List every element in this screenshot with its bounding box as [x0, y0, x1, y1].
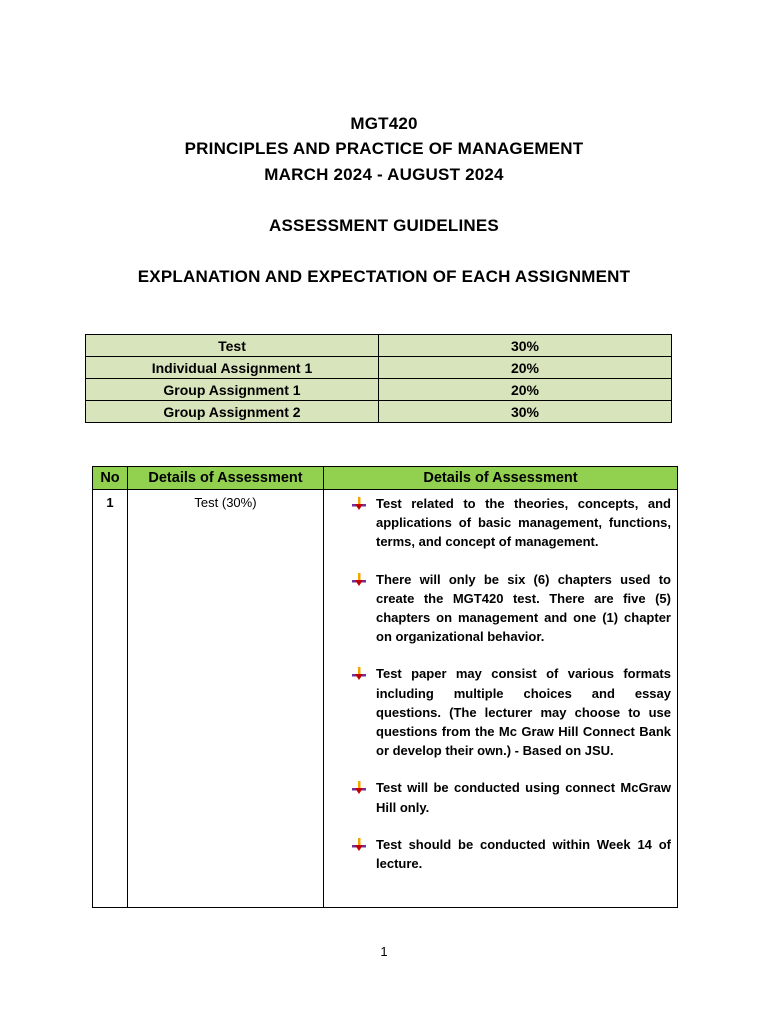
table-row — [86, 357, 672, 379]
bullet-text: Test paper may consist of various formats including multiple choices and essay questions. (The lecturer may choose to use questions from the Mc Graw Hill Connect Bank or develop their own.) - Based on JSU. — [376, 666, 671, 759]
weight-value: 20% — [379, 379, 672, 401]
list-item — [352, 664, 671, 760]
list-item — [352, 494, 671, 552]
weight-value: 30% — [379, 335, 672, 357]
bullet-text: Test related to the theories, concepts, and applications of basic management, functions, terms, and concept of management. — [376, 496, 671, 550]
semester: MARCH 2024 - AUGUST 2024 — [264, 165, 504, 184]
header-no: No — [93, 467, 128, 490]
weight-value: 20% — [379, 357, 672, 379]
table-row — [93, 490, 678, 908]
assessment-details — [324, 490, 678, 908]
list-item — [352, 778, 671, 816]
arrow-down-bullet-icon — [352, 667, 366, 681]
table-row — [86, 401, 672, 423]
subtitle: EXPLANATION AND EXPECTATION OF EACH ASSIGNMENT — [137, 267, 631, 286]
weight-name: Test — [86, 335, 379, 357]
header-details-2: Details of Assessment — [324, 467, 678, 490]
table-row — [86, 379, 672, 401]
weight-name: Group Assignment 2 — [86, 401, 379, 423]
bullet-text: Test will be conducted using connect McGraw Hill only. — [376, 780, 671, 815]
weight-name: Individual Assignment 1 — [86, 357, 379, 379]
assessment-name: Test (30%) — [128, 490, 324, 908]
arrow-down-bullet-icon — [352, 497, 366, 511]
course-code: MGT420 — [350, 114, 418, 133]
arrow-down-bullet-icon — [352, 781, 366, 795]
row-number: 1 — [93, 490, 128, 908]
weight-table — [85, 334, 672, 423]
header-details: Details of Assessment — [128, 467, 324, 490]
list-item — [352, 570, 671, 647]
weight-name: Group Assignment 1 — [86, 379, 379, 401]
section-title: ASSESSMENT GUIDELINES — [269, 216, 499, 235]
details-table — [92, 466, 678, 908]
arrow-down-bullet-icon — [352, 573, 366, 587]
list-item — [352, 835, 671, 873]
weight-value: 30% — [379, 401, 672, 423]
arrow-down-bullet-icon — [352, 838, 366, 852]
course-title: PRINCIPLES AND PRACTICE OF MANAGEMENT — [184, 139, 584, 158]
table-row — [86, 335, 672, 357]
bullet-text: Test should be conducted within Week 14 of lecture. — [376, 836, 671, 872]
bullet-text: There will only be six (6) chapters used to create the MGT420 test. There are five (5) chapters on management and one (1) chapter on organizational behavior. — [376, 571, 671, 645]
page-number: 1 — [380, 944, 388, 959]
table-header-row — [93, 467, 678, 490]
